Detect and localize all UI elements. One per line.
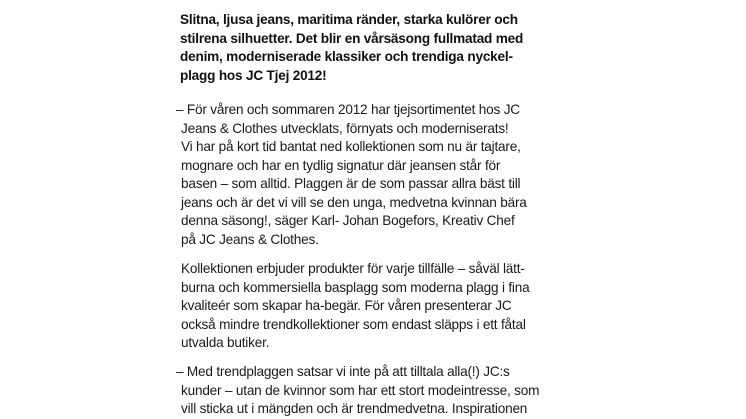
body-line: också mindre trendkollektioner som endast släpps i ett fåtal (181, 316, 526, 332)
body-line: jeans och är det vi vill se den unga, medvetna kvinnan bära (181, 194, 527, 210)
collection-paragraph (176, 260, 586, 353)
quote-paragraph-1 (176, 101, 586, 249)
body-line: – Med trendplaggen satsar vi inte på att tilltala alla(!) JC:s (176, 364, 510, 379)
body-line: mognare och har en tydlig signatur där jeansen står för (181, 157, 501, 173)
body-line: Vi har på kort tid bantat ned kollektionen som nu är tajtare, (181, 139, 521, 154)
body-line: burna och kommersiella basplagg som moderna plagg i fina (181, 279, 530, 295)
body-line: kvaliteér som skapar ha-begär. För våren presenterar JC (181, 298, 512, 313)
body-line: på JC Jeans & Clothes. (181, 231, 319, 247)
intro-line: plagg hos JC Tjej 2012! (180, 67, 327, 83)
intro-paragraph (180, 11, 580, 85)
intro-line: stilrena silhuetter. Det blir en vårsäsong fullmatad med (180, 30, 524, 46)
body-line: kunder – utan de kvinnor som har ett stort modeintresse, som (181, 382, 540, 398)
intro-line: denim, moderniserade klassiker och trendiga nyckel- (180, 49, 513, 64)
body-line: utvalda butiker. (181, 335, 270, 350)
body-line: basen – som alltid. Plaggen är de som passar allra bäst till (181, 176, 521, 191)
body-line: Kollektionen erbjuder produkter för varje tillfälle – såväl lätt- (181, 261, 525, 276)
quote-paragraph-2 (176, 363, 586, 419)
body-line: Jeans & Clothes utvecklats, förnyats och moderniserats! (181, 120, 509, 136)
body-line: denna säsong!, säger Karl- Johan Bogefors, Kreativ Chef (181, 213, 515, 228)
intro-line: Slitna, ljusa jeans, maritima ränder, starka kulörer och (180, 12, 518, 27)
body-line: – För våren och sommaren 2012 har tjejsortimentet hos JC (176, 102, 520, 117)
body-line: vill sticka ut i mängden och är trendmedvetna. Inspirationen (181, 401, 528, 416)
